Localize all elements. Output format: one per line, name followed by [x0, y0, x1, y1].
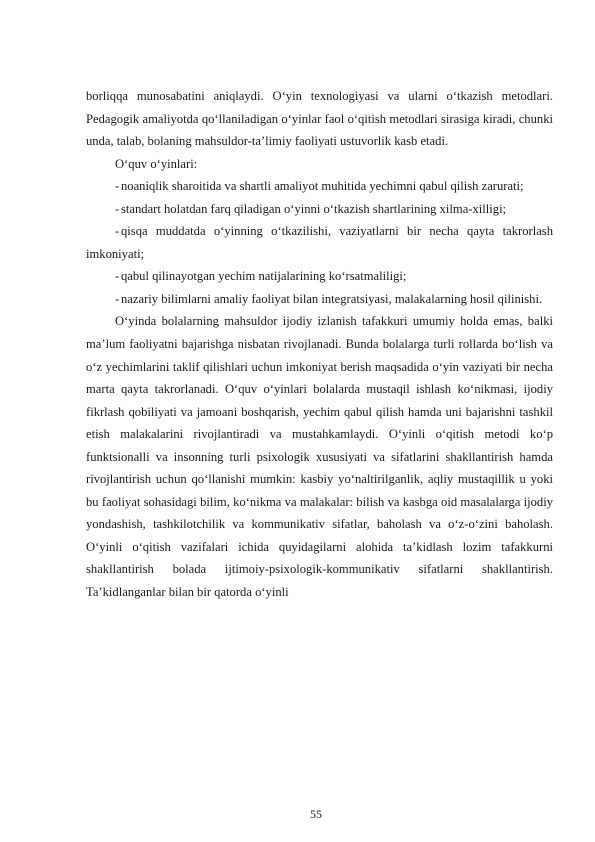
list-item: - qisqa muddatda o‘yinning o‘tkazilishi, vaziyatlarni bir necha qayta takrorlash imkoniyati;: [86, 220, 553, 265]
paragraph-intro: borliqqa munosabatini aniqlaydi. O‘yin texnologiyasi va ularni o‘tkazish metodlari. Pedagogik amaliyotda qo‘llaniladigan o‘yinlar faol o‘qitish metodlari sirasiga kiradi, chunki unda, talab, bolaning mahsuldor-ta’limiy faoliyati ustuvorlik kasb etadi.: [86, 89, 553, 149]
document-body: [86, 85, 553, 604]
dash-marker: -: [115, 201, 120, 216]
list-item: - qabul qilinayotgan yechim natijalarining ko‘rsatmaliligi;: [86, 265, 553, 288]
page-number: 55: [310, 807, 322, 821]
list-item: - noaniqlik sharoitida va shartli amaliyot muhitida yechimni qabul qilish zarurati;: [86, 175, 553, 198]
dash-marker: -: [115, 179, 120, 194]
paragraph-main: O‘yinda bolalarning mahsuldor ijodiy izlanish tafakkuri umumiy holda emas, balki ma’lum faoliyatni bajarishga nisbatan rivojlanadi. Bunda bolalarga turli rollarda bo‘lish va o‘z yechimlarini taklif qilishlari uchun imkoniyat berish maqsadida o‘yin vaziyati bir necha marta qayta takrorlanadi. O‘quv o‘yinlari bolalarda mustaqil ishlash ko‘nikmasi, ijodiy fikrlash qobiliyati va jamoani boshqarish, yechim qabul qilish hamda uni bajarishni tashkil etish malakalarini rivojlantiradi va mustahkamlaydi. O‘yinli o‘qitish metodi ko‘p funktsionalli va insonning turli psixologik xususiyati va sifatlarini shakllantirish hamda rivojlantirish uchun qo‘llanishi mumkin: kasbiy yo‘naltirilganlik, aqliy mustaqillik u yoki bu faoliyat sohasidagi bilim, ko‘nikma va malakalar: bilish va kasbga oid masalalarga ijodiy yondashish, tashkilotchilik va kommunikativ sifatlar, baholash va o‘z-o‘zini baholash. O‘yinli o‘qitish vazifalari ichida quyidagilarni alohida ta’kidlash lozim tafakkurni shakllantirish bolada ijtimoiy-psixologik-kommunikativ sifatlarni shakllantirish. Ta’kidlanganlar bilan bir qatorda o‘yinli: [86, 314, 553, 600]
dash-marker: -: [115, 291, 120, 306]
list-item: - nazariy bilimlarni amaliy faoliyat bilan integratsiyasi, malakalarning hosil qilinishi.: [86, 288, 553, 311]
list-item: - standart holatdan farq qiladigan o‘yinni o‘tkazish shartlarining xilma-xilligi;: [86, 198, 553, 221]
dash-marker: -: [115, 269, 120, 284]
bullet-list: [86, 175, 553, 310]
dash-marker: -: [115, 224, 120, 239]
list-heading: O‘quv o‘yinlari:: [115, 156, 198, 171]
